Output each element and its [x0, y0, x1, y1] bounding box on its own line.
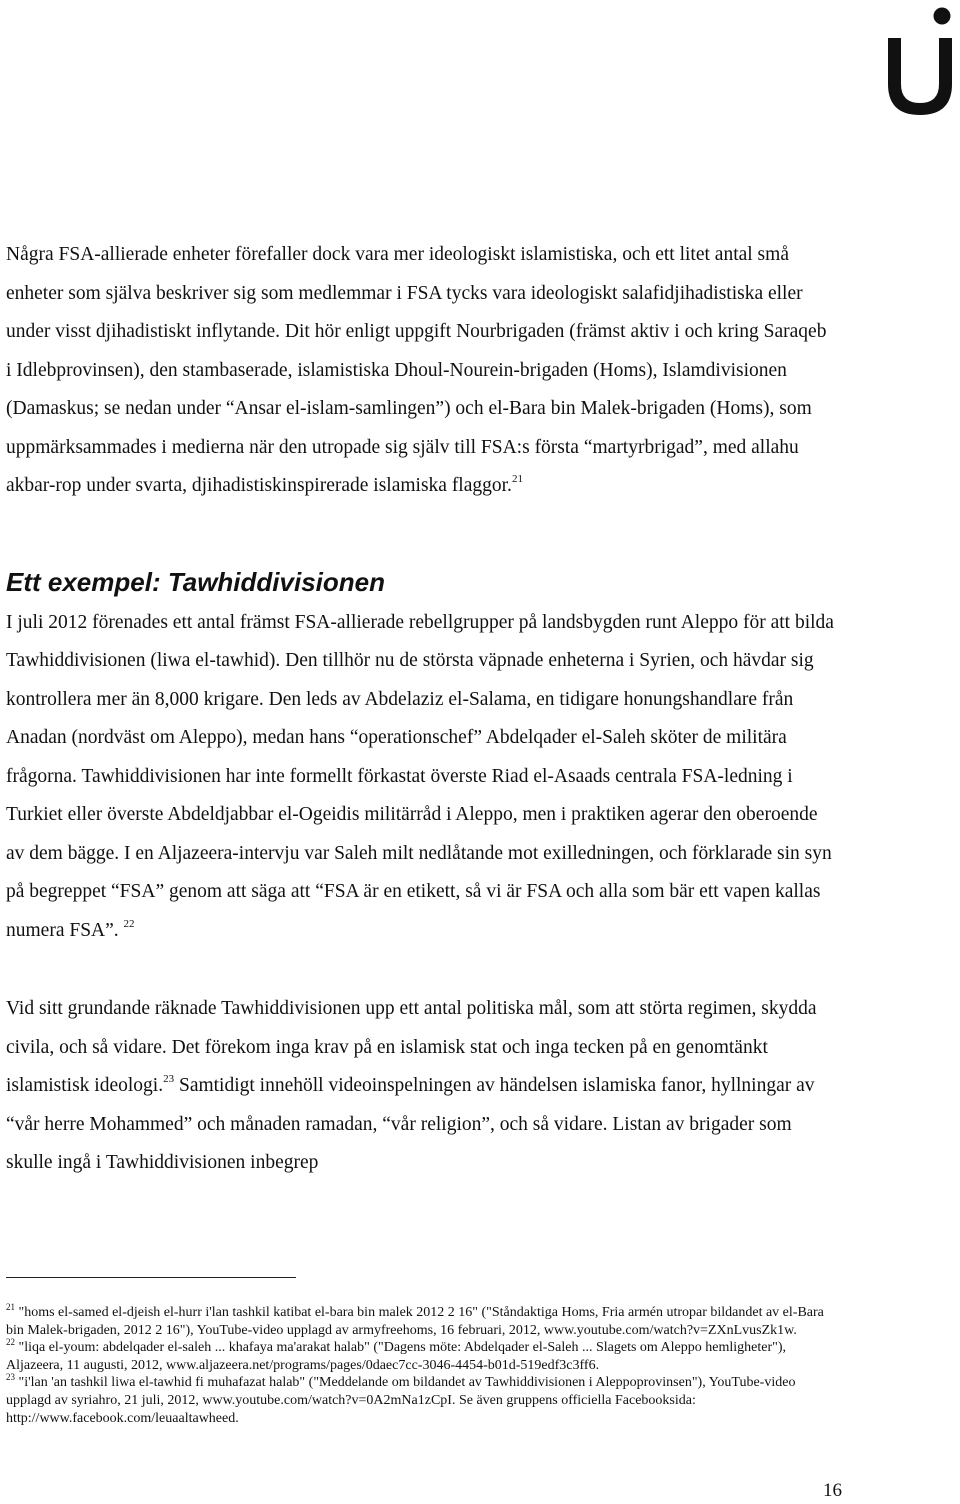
- paragraph-text: Några FSA-allierade enheter förefaller dock vara mer ideologiskt islamistiska, och ett litet antal små enheter som själva beskriver sig som medlemmar i FSA tycks vara ideologiskt salafidjihadistiska eller under visst djihadistiskt inflytande. Dit hör enligt uppgift Nourbrigaden (främst aktiv i och kring Saraqeb i Idlebprovinsen), den stambaserade, islamistiska Dhoul-Nourein-brigaden (Homs), Islamdivisionen (Damaskus; se nedan under “Ansar el-islam-samlingen”) och el-Bara bin Malek-brigaden (Homs), som uppmärksammades i medierna när den utropade sig själv till FSA:s första “martyrbrigad”, med allahu akbar-rop under svarta, djihadistiskinspirerade islamiska flaggor.: [6, 244, 827, 496]
- page-number: 16: [823, 1480, 842, 1501]
- footnote-ref-21[interactable]: 21: [511, 473, 523, 485]
- footnote-text: "i'lan 'an tashkil liwa el-tawhid fi muhafazat halab" ("Meddelande om bildandet av Tawhiddivisionen i Aleppoprovinsen"), YouTube-video upplagd av syriahro, 21 juli, 2012, www.youtube.com/watch?v=0A2mNa1zCpI. Se även gruppens officiella Facebooksida: http://www.facebook.com/leuaaltawheed.: [6, 1375, 796, 1426]
- footnote-number: 23: [6, 1372, 15, 1383]
- section-heading: Ett exempel: Tawhiddivisionen: [6, 566, 385, 597]
- paragraph-text-continued: Samtidigt innehöll videoinspelningen av händelsen islamiska fanor, hyllningar av “vår herre Mohammed” och månaden ramadan, “vår religion”, och så vidare. Listan av brigader som skulle ingå i Tawhiddivisionen inbegrep: [6, 1075, 815, 1173]
- paragraph-political-goals: [6, 990, 836, 1183]
- footnote-21: [6, 1304, 836, 1339]
- footnote-22: [6, 1339, 836, 1374]
- footnote-number: 22: [6, 1337, 15, 1348]
- footnote-number: 21: [6, 1302, 15, 1312]
- footnote-23: [6, 1374, 836, 1427]
- footnote-ref-22[interactable]: 22: [123, 917, 135, 930]
- paragraph-tawhid-division: [6, 604, 836, 951]
- paragraph-text: Vid sitt grundande räknade Tawhiddivisionen upp ett antal politiska mål, som att störta regimen, skydda civila, och så vidare. Det förekom inga krav på en islamisk stat och inga tecken på en genomtänkt islamistisk ideologi.: [6, 998, 817, 1096]
- u-letter-logo-icon: [880, 2, 960, 122]
- footnotes: [6, 1304, 836, 1427]
- footnote-separator: [6, 1277, 296, 1278]
- main-content: [6, 236, 836, 1183]
- footnote-ref-23[interactable]: 23: [163, 1073, 175, 1085]
- paragraph-text: I juli 2012 förenades ett antal främst FSA-allierade rebellgrupper på landsbygden runt Aleppo för att bilda Tawhiddivisionen (liwa el-tawhid). Den tillhör nu de största väpnade enheterna i Syrien, och hävdar sig kontrollera mer än 8,000 krigare. Den leds av Abdelaziz el-Salama, en tidigare honungshandlare från Anadan (nordväst om Aleppo), medan hans “operationschef” Abdelqader el-Saleh sköter de militära frågorna. Tawhiddivisionen har inte formellt förkastat överste Riad el-Asaads centrala FSA-ledning i Turkiet eller överste Abdeldjabbar el-Ogeidis militärråd i Aleppo, men i praktiken agerar den oberoende av dem bägge. I en Aljazeera-intervju var Saleh milt nedlåtande mot exilledningen, och förklarade sin syn på begreppet “FSA” genom att säga att “FSA är en etikett, så vi är FSA och alla som bär ett vapen kallas numera FSA”.: [6, 611, 834, 941]
- footnote-text: "liqa el-youm: abdelqader el-saleh ... khafaya ma'arakat halab" ("Dagens möte: Abdelqader el-Saleh ... Slagets om Aleppo hemligheter"), Aljazeera, 11 augusti, 2012, www.aljazeera.net/programs/pages/0daec7cc-3046-4454-b01d-519edf3c3ff6.: [6, 1340, 787, 1373]
- footnote-text: "homs el-samed el-djeish el-hurr i'lan tashkil katibat el-bara bin malek 2012 2 16" ("Ståndaktiga Homs, Fria armén utropar bildandet av el-Bara bin Malek-brigaden, 2012 2 16"), YouTube-video upplagd av armyfreehoms, 16 februari, 2012, www.youtube.com/watch?v=ZXnLvusZk1w.: [6, 1305, 824, 1338]
- paragraph-fsa-allied-units: [6, 236, 836, 506]
